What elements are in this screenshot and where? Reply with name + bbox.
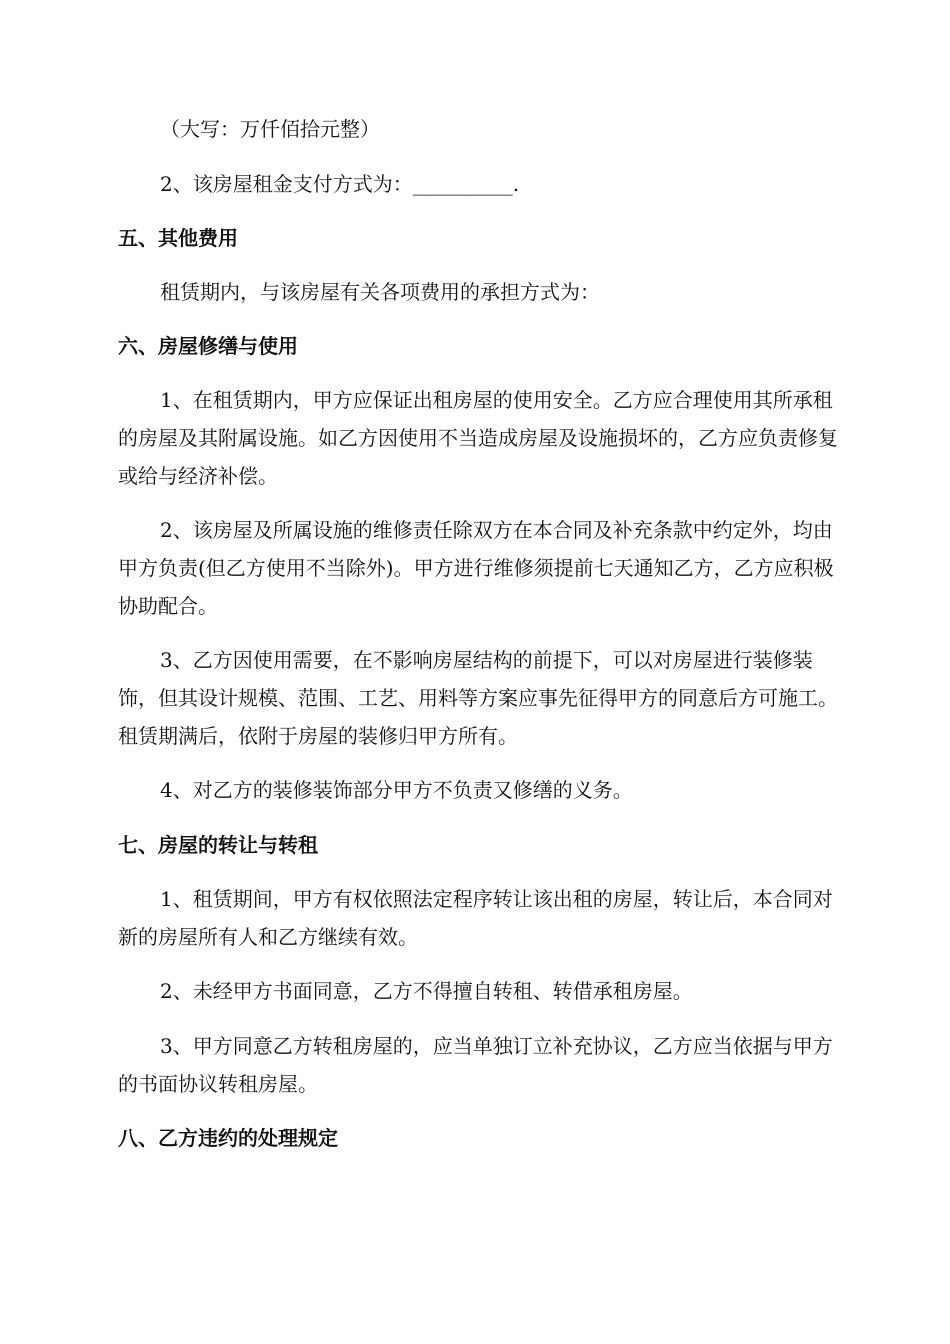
section-6-paragraph-2: 2、该房屋及所属设施的维修责任除双方在本合同及补充条款中约定外，均由甲方负责(但乙方使用不当除外)。甲方进行维修须提前七天通知乙方，乙方应积极协助配合。 — [118, 518, 834, 618]
section-6-heading: 六、房屋修缮与使用 — [118, 334, 298, 358]
section-5-paragraph-1: 租赁期内，与该房屋有关各项费用的承担方式为： — [160, 280, 600, 304]
section-6-paragraph-3: 3、乙方因使用需要，在不影响房屋结构的前提下，可以对房屋进行装修装饰，但其设计规模、范围、工艺、用料等方案应事先征得甲方的同意后方可施工。租赁期满后，依附于房屋的装修归甲方所有。 — [118, 648, 838, 748]
section-7-heading: 七、房屋的转让与转租 — [118, 833, 318, 857]
section-6-paragraph-4: 4、对乙方的装修装饰部分甲方不负责又修缮的义务。 — [160, 778, 633, 802]
section-7-paragraph-1: 1、租赁期间，甲方有权依照法定程序转让该出租的房屋，转让后，本合同对新的房屋所有人和乙方继续有效。 — [118, 887, 833, 949]
section-8-heading: 八、乙方违约的处理规定 — [118, 1126, 338, 1150]
section-7-paragraph-3: 3、甲方同意乙方转租房屋的，应当单独订立补充协议，乙方应当依据与甲方的书面协议转租房屋。 — [118, 1034, 833, 1096]
section-5-heading: 五、其他费用 — [118, 226, 238, 250]
section-6-paragraph-1: 1、在租赁期内，甲方应保证出租房屋的使用安全。乙方应合理使用其所承租的房屋及其附属设施。如乙方因使用不当造成房屋及设施损坏的，乙方应负责修复或给与经济补偿。 — [118, 388, 838, 488]
payment-method-line: 2、该房屋租金支付方式为：__________. — [160, 172, 520, 196]
section-7-paragraph-2: 2、未经甲方书面同意，乙方不得擅自转租、转借承租房屋。 — [160, 979, 693, 1003]
rent-amount-uppercase-line: （大写：万仟佰拾元整） — [160, 117, 380, 141]
